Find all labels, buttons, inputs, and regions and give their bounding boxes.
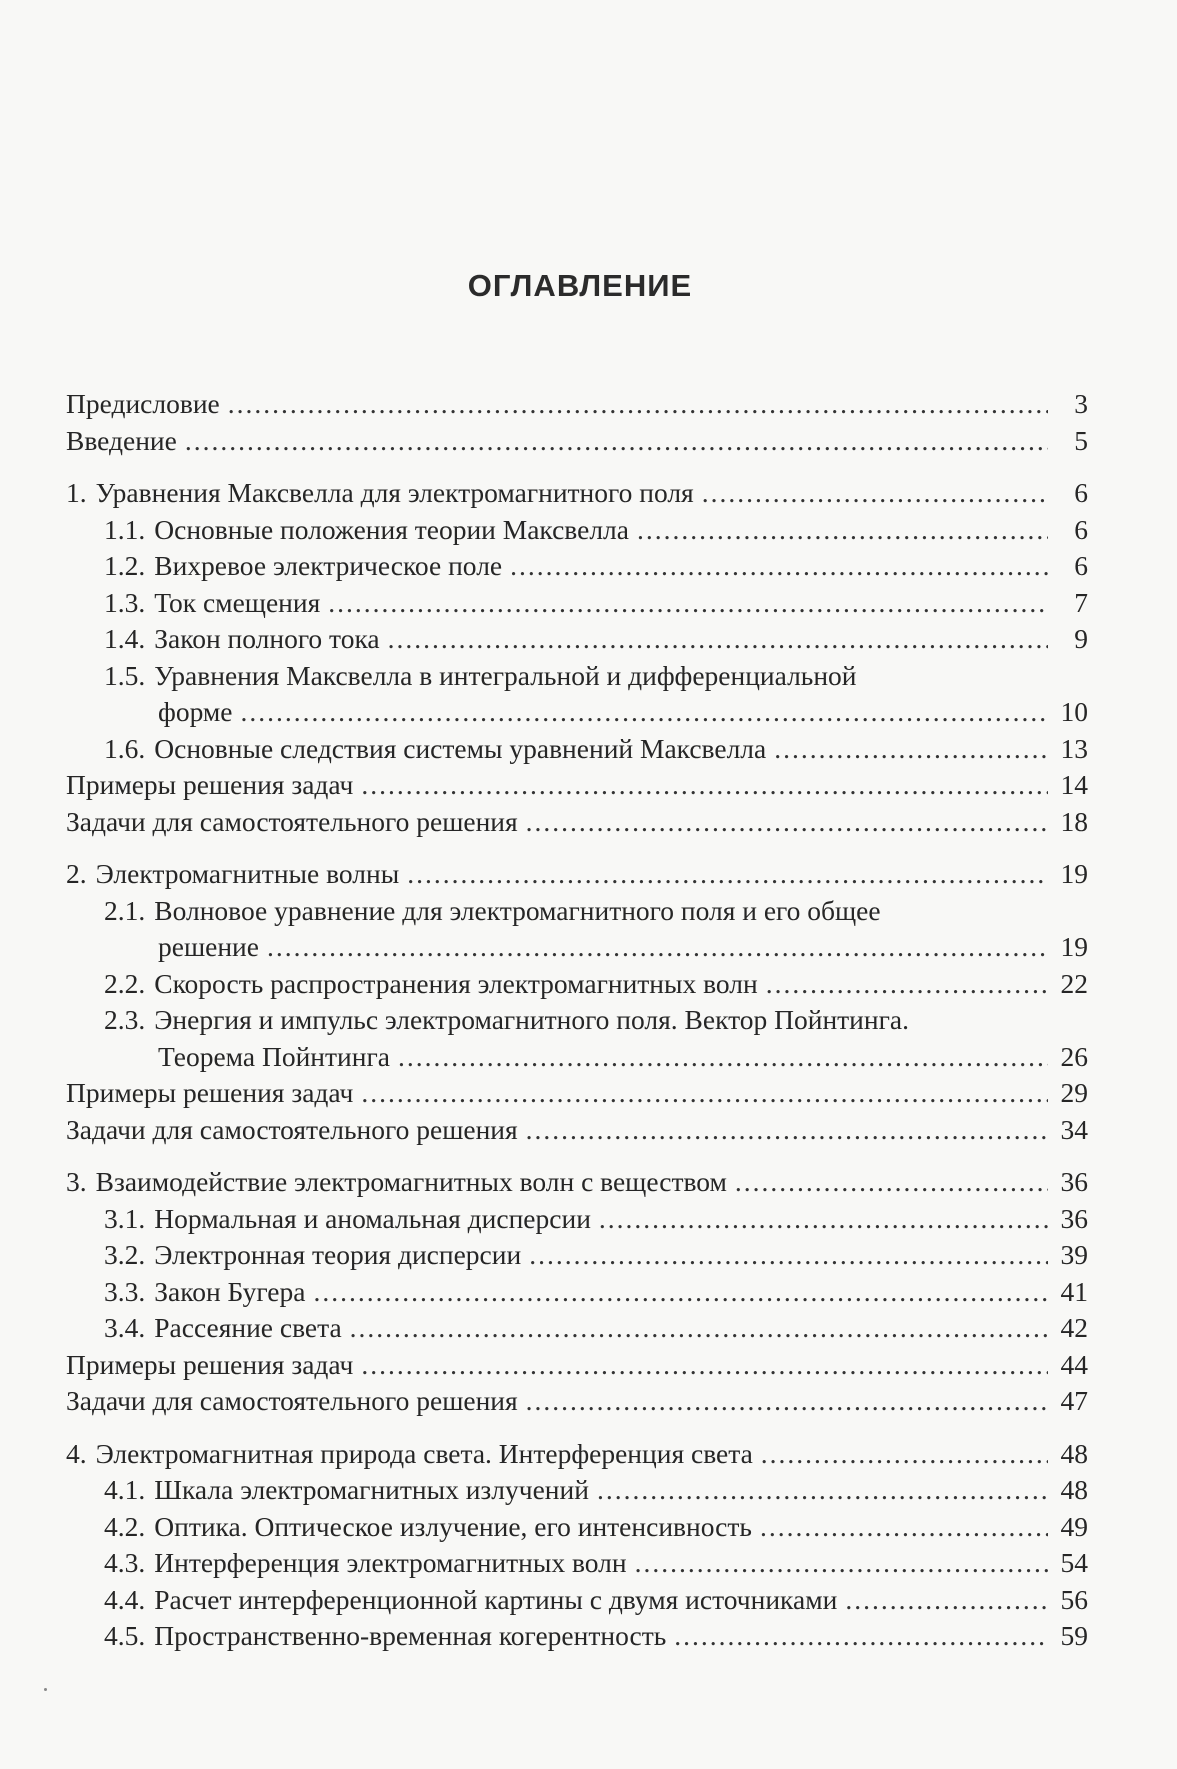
entry-label: Скорость распространения электромагнитных волн [154, 967, 758, 999]
entry-first-line [66, 1002, 1088, 1039]
entry-label: Примеры решения задач [66, 1348, 354, 1380]
entry-continuation [66, 929, 1088, 966]
entry-number: 2.3. [104, 1004, 146, 1035]
entry-label: Задачи для самостоятельного решения [66, 1113, 518, 1145]
page-number: 22 [1060, 967, 1088, 999]
dot-leader [735, 1164, 1048, 1201]
entry-continuation [66, 694, 1088, 731]
dot-leader [510, 548, 1048, 585]
entry-label: Расчет интерференционной картины с двумя источниками [154, 1583, 838, 1615]
entry-number: 3. [66, 1166, 87, 1197]
toc-section-1-4 [66, 621, 1088, 658]
dot-leader [361, 767, 1048, 804]
toc-section-2-3 [66, 1002, 1088, 1075]
entry-label-line2: Теорема Пойнтинга [158, 1040, 390, 1072]
page-number: 10 [1060, 696, 1088, 727]
dot-leader [526, 1112, 1048, 1149]
page-number: 36 [1060, 1202, 1088, 1234]
entry-label: Взаимодействие электромагнитных волн с веществом [95, 1166, 727, 1197]
page-number: 48 [1060, 1437, 1088, 1469]
toc-entry-introduction [66, 423, 1088, 460]
dot-leader [702, 475, 1048, 512]
dot-leader [185, 423, 1048, 460]
page-number: 42 [1060, 1312, 1088, 1343]
entry-number: 4.5. [104, 1620, 146, 1651]
entry-number: 1.3. [104, 586, 146, 618]
dot-leader [388, 621, 1048, 658]
page-number: 39 [1060, 1239, 1088, 1270]
page-number: 34 [1060, 1113, 1088, 1145]
entry-label: Предисловие [66, 388, 220, 419]
toc-examples-3 [66, 1347, 1088, 1384]
entry-number: 1.4. [104, 623, 146, 654]
page-number: 41 [1060, 1275, 1088, 1307]
entry-number: 2. [66, 858, 87, 889]
page-number: 7 [1074, 586, 1088, 618]
table-of-contents [66, 386, 1088, 1655]
dot-leader [637, 512, 1048, 549]
toc-exercises-1 [66, 804, 1088, 841]
page-number: 19 [1060, 858, 1088, 889]
entry-label: Электронная теория дисперсии [154, 1239, 522, 1270]
dot-leader [526, 804, 1048, 841]
dot-leader [361, 1075, 1048, 1112]
entry-label: Введение [66, 424, 177, 456]
entry-number: 1. [66, 477, 87, 508]
entry-number: 3.2. [104, 1239, 146, 1270]
dot-leader [597, 1472, 1048, 1509]
dot-leader [529, 1237, 1048, 1274]
toc-exercises-3 [66, 1383, 1088, 1420]
dot-leader [845, 1582, 1048, 1619]
page-number: 44 [1060, 1348, 1088, 1380]
entry-label: Шкала электромагнитных излучений [154, 1474, 589, 1505]
entry-label: Интерференция электромагнитных волн [154, 1547, 627, 1578]
dot-leader [635, 1545, 1048, 1582]
entry-number: 2.1. [104, 894, 146, 926]
toc-section-4-2 [66, 1509, 1088, 1546]
page-number: 48 [1060, 1474, 1088, 1505]
entry-number: 4. [66, 1437, 87, 1469]
toc-section-1-1 [66, 512, 1088, 549]
page-number: 9 [1074, 623, 1088, 654]
toc-examples-1 [66, 767, 1088, 804]
page-number: 6 [1074, 513, 1088, 545]
page-number: 19 [1060, 931, 1088, 962]
entry-number: 1.6. [104, 732, 146, 764]
entry-label: Закон полного тока [154, 623, 380, 654]
entry-first-line [66, 658, 1088, 695]
page-number: 13 [1060, 732, 1088, 764]
entry-number: 1.5. [104, 659, 146, 691]
page-number: 26 [1060, 1040, 1088, 1072]
page-number: 6 [1074, 550, 1088, 581]
entry-label: Примеры решения задач [66, 769, 354, 800]
entry-label: Электромагнитная природа света. Интерференция света [95, 1437, 753, 1469]
entry-label: Оптика. Оптическое излучение, его интенсивность [154, 1510, 752, 1542]
page-title: ОГЛАВЛЕНИЕ [467, 268, 693, 303]
toc-chapter-2 [66, 856, 1088, 893]
toc-section-2-1 [66, 893, 1088, 966]
dot-leader [526, 1383, 1048, 1420]
toc-section-4-5 [66, 1618, 1088, 1655]
entry-number: 4.4. [104, 1583, 146, 1615]
page-number: 29 [1060, 1077, 1088, 1108]
entry-number: 4.2. [104, 1510, 146, 1542]
toc-section-1-5 [66, 658, 1088, 731]
entry-label: Вихревое электрическое поле [154, 550, 503, 581]
entry-number: 2.2. [104, 967, 146, 999]
entry-number: 3.1. [104, 1202, 146, 1234]
entry-label-line2: решение [158, 931, 259, 962]
entry-number: 4.3. [104, 1547, 146, 1578]
entry-label: Ток смещения [154, 586, 321, 618]
dot-leader [761, 1436, 1048, 1473]
entry-label: Основные следствия системы уравнений Максвелла [154, 732, 767, 764]
dot-leader [328, 585, 1048, 622]
toc-chapter-1 [66, 475, 1088, 512]
toc-section-3-2 [66, 1237, 1088, 1274]
entry-label-line1: Волновое уравнение для электромагнитного поля и его общее [154, 894, 881, 926]
entry-label: Уравнения Максвелла для электромагнитного поля [95, 477, 694, 508]
toc-section-3-1 [66, 1201, 1088, 1238]
page-number: 6 [1074, 477, 1088, 508]
entry-continuation [66, 1039, 1088, 1076]
page-number: 5 [1074, 424, 1088, 456]
entry-label-line2: форме [158, 696, 233, 727]
entry-number: 3.4. [104, 1312, 146, 1343]
entry-number: 3.3. [104, 1275, 146, 1307]
dot-leader [350, 1310, 1048, 1347]
page-number: 49 [1060, 1510, 1088, 1542]
entry-number: 4.1. [104, 1474, 146, 1505]
entry-label-line1: Энергия и импульс электромагнитного поля. Вектор Пойнтинга. [154, 1004, 909, 1035]
dot-leader [407, 856, 1048, 893]
page-number: 18 [1060, 805, 1088, 837]
dot-leader [361, 1347, 1048, 1384]
entry-label-line1: Уравнения Максвелла в интегральной и дифференциальной [154, 659, 857, 691]
dot-leader [766, 966, 1048, 1003]
toc-chapter-4 [66, 1436, 1088, 1473]
toc-section-3-3 [66, 1274, 1088, 1311]
toc-section-4-3 [66, 1545, 1088, 1582]
toc-section-1-3 [66, 585, 1088, 622]
dot-leader [398, 1039, 1048, 1076]
entry-label: Задачи для самостоятельного решения [66, 805, 518, 837]
entry-label: Электромагнитные волны [95, 858, 400, 889]
dot-leader [774, 731, 1048, 768]
page-number: 54 [1060, 1547, 1088, 1578]
entry-label: Нормальная и аномальная дисперсии [154, 1202, 591, 1234]
dot-leader [760, 1509, 1048, 1546]
page-number: 56 [1060, 1583, 1088, 1615]
entry-label: Закон Бугера [154, 1275, 306, 1307]
dot-leader [313, 1274, 1048, 1311]
toc-section-2-2 [66, 966, 1088, 1003]
dot-leader [241, 694, 1048, 731]
entry-number: 1.2. [104, 550, 146, 581]
toc-section-1-2 [66, 548, 1088, 585]
toc-chapter-3 [66, 1164, 1088, 1201]
entry-number: 1.1. [104, 513, 146, 545]
page-number: 3 [1074, 388, 1088, 419]
toc-entry-preface [66, 386, 1088, 423]
entry-label: Рассеяние света [154, 1312, 342, 1343]
toc-examples-2 [66, 1075, 1088, 1112]
entry-label: Основные положения теории Максвелла [154, 513, 629, 545]
paper-speck [44, 1688, 47, 1691]
entry-label: Примеры решения задач [66, 1077, 354, 1108]
page-number: 47 [1060, 1385, 1088, 1416]
entry-label: Пространственно-временная когерентность [154, 1620, 667, 1651]
entry-label: Задачи для самостоятельного решения [66, 1385, 518, 1416]
dot-leader [228, 386, 1048, 423]
toc-exercises-2 [66, 1112, 1088, 1149]
toc-section-1-6 [66, 731, 1088, 768]
page-number: 36 [1060, 1166, 1088, 1197]
entry-first-line [66, 893, 1088, 930]
page-number: 59 [1060, 1620, 1088, 1651]
dot-leader [599, 1201, 1048, 1238]
toc-section-4-1 [66, 1472, 1088, 1509]
toc-section-3-4 [66, 1310, 1088, 1347]
dot-leader [267, 929, 1048, 966]
page-number: 14 [1060, 769, 1088, 800]
dot-leader [674, 1618, 1048, 1655]
toc-section-4-4 [66, 1582, 1088, 1619]
